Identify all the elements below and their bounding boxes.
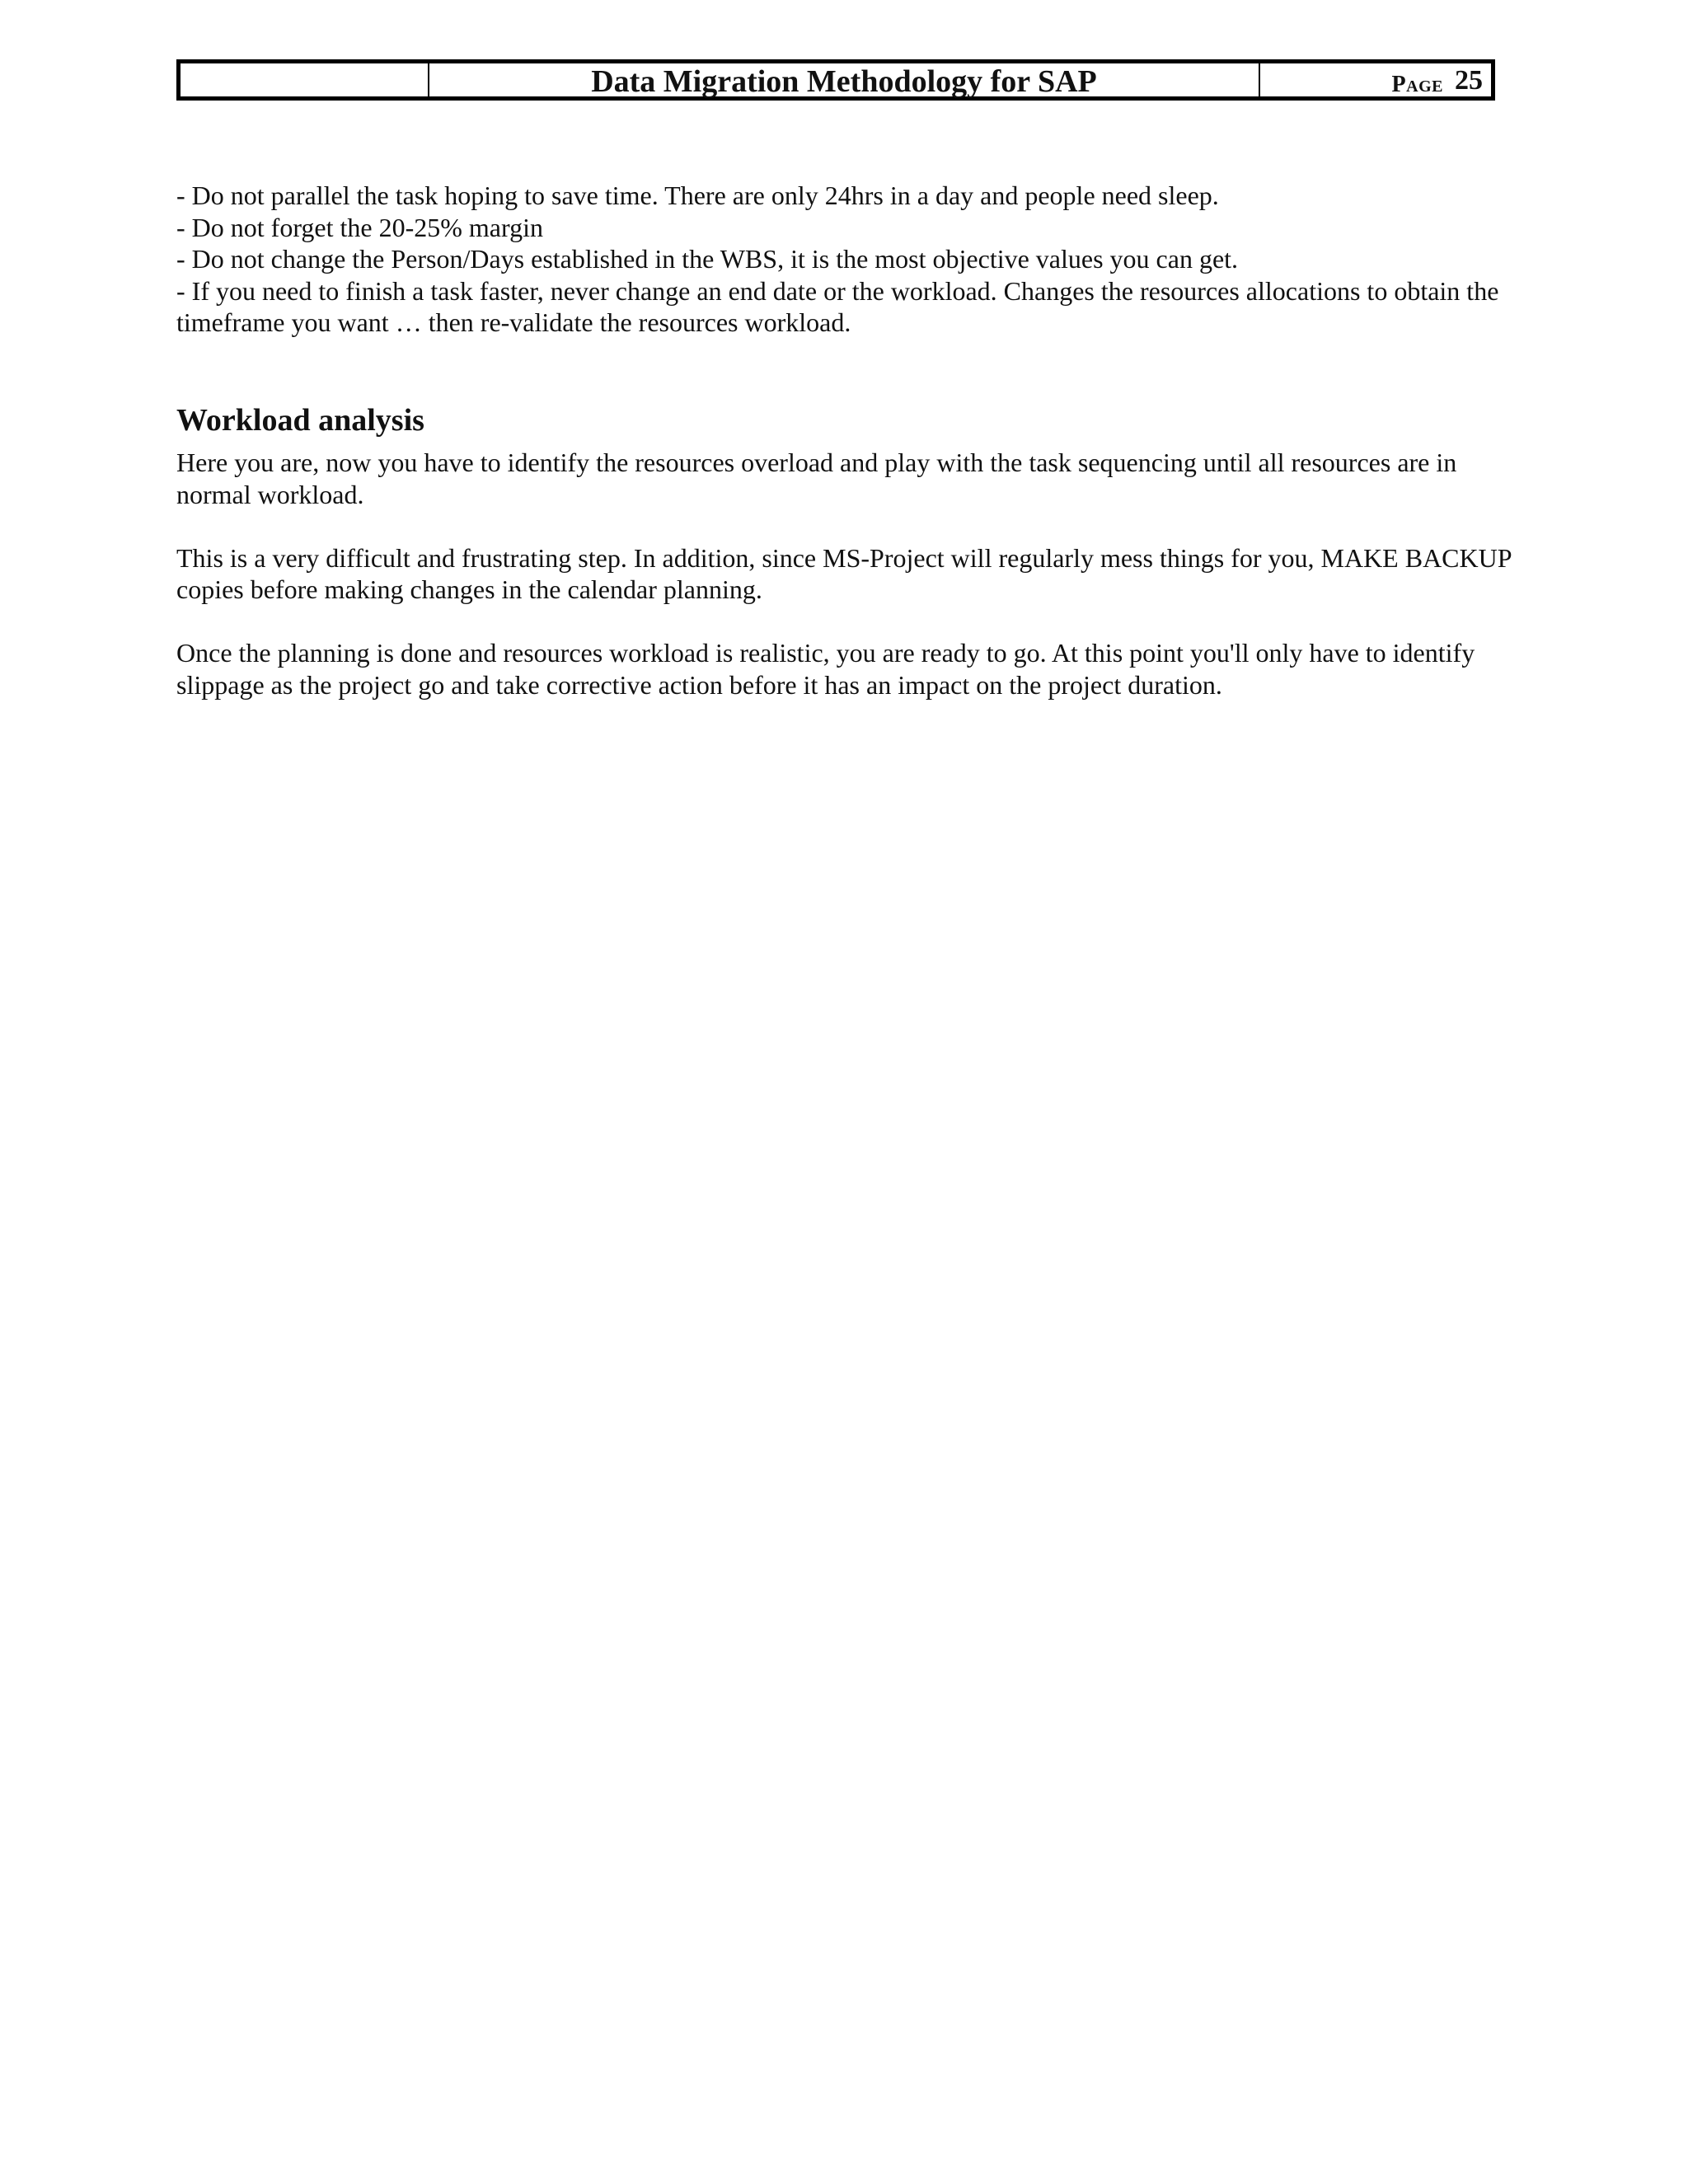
page-label: Page: [1391, 72, 1443, 97]
header-left-cell: [181, 63, 429, 96]
section-body: [176, 447, 1528, 733]
page-number: 25: [1455, 65, 1483, 96]
paragraph: This is a very difficult and frustrating step. In addition, since MS-Project will regularly mess things for you, MAKE BACKUP copies before making changes in the calendar planning.: [176, 542, 1512, 604]
bullet-list: [176, 180, 1528, 339]
page-indicator: [1260, 63, 1491, 96]
paragraph: Once the planning is done and resources workload is realistic, you are ready to go. At this point you'll only have to identify slippage as the project go and take corrective action before it has an impact on the project duration.: [176, 638, 1475, 700]
section-heading: Workload analysis: [176, 403, 424, 438]
page-header: [176, 59, 1495, 101]
list-item: - If you need to finish a task faster, never change an end date or the workload. Changes the resources allocations to obtain the timeframe you want … then re-validate the resources workload.: [176, 275, 1499, 337]
paragraph: Here you are, now you have to identify the resources overload and play with the task sequencing until all resources are in normal workload.: [176, 448, 1457, 509]
document-title: Data Migration Methodology for SAP: [429, 63, 1260, 96]
list-item: - Do not forget the 20-25% margin: [176, 212, 543, 242]
list-item: - Do not change the Person/Days established in the WBS, it is the most objective values you can get.: [176, 244, 1239, 274]
list-item: - Do not parallel the task hoping to save time. There are only 24hrs in a day and people need sleep.: [176, 180, 1219, 210]
